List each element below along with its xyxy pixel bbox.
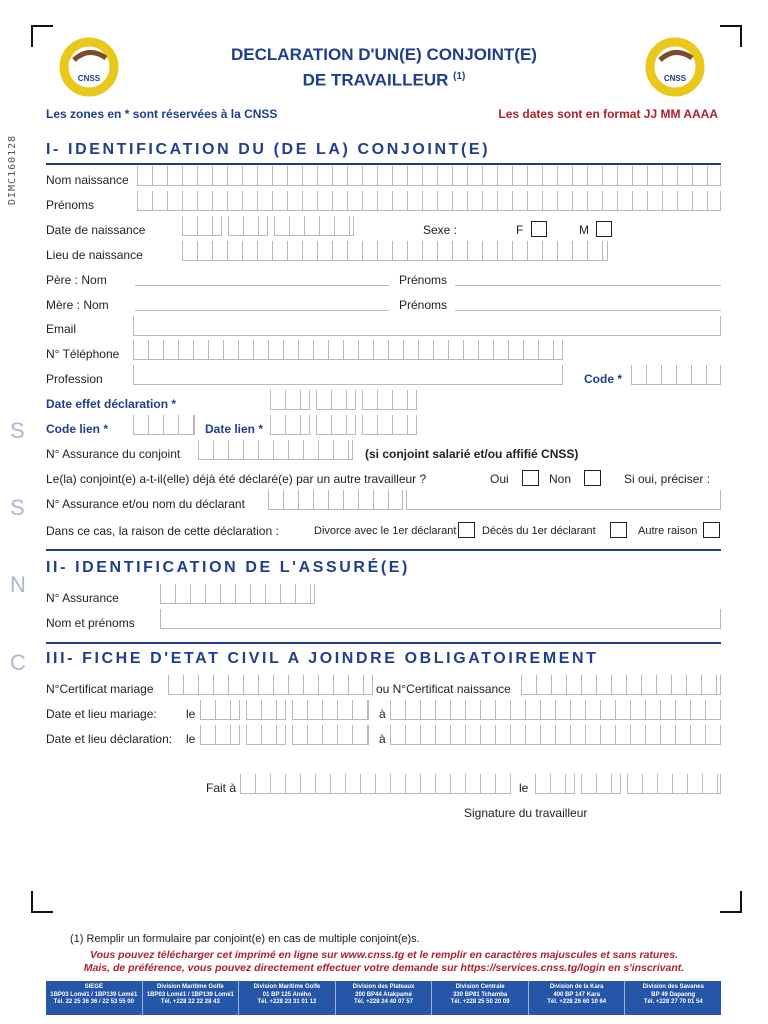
section1-bottom-rule: [46, 549, 721, 551]
label-sexe-m: M: [579, 223, 589, 237]
label-mariage-le: le: [186, 707, 196, 721]
label-prenoms: Prénoms: [46, 198, 95, 212]
label-date-lieu-declaration: Date et lieu déclaration:: [46, 732, 173, 746]
field-pere-nom[interactable]: [135, 266, 389, 286]
side-letter-s2: S: [10, 495, 25, 520]
checkbox-sexe-m[interactable]: [596, 221, 612, 237]
field-date-lien-mois[interactable]: [316, 415, 356, 435]
label-preciser: Si oui, préciser :: [624, 472, 711, 486]
field-mere-prenoms[interactable]: [455, 291, 721, 311]
section2-bottom-rule: [46, 642, 721, 644]
label-cert-naissance: ou N°Certificat naissance: [376, 682, 511, 696]
cnss-logo-right: [640, 36, 710, 98]
section3-title: III- FICHE D'ETAT CIVIL A JOINDRE OBLIGATOIREMENT: [46, 650, 599, 667]
crop-mark-top-left: [31, 25, 53, 47]
field-code-lien[interactable]: [133, 415, 195, 435]
label-nom-prenoms-assure: Nom et prénoms: [46, 616, 135, 630]
field-lieu-naissance[interactable]: [182, 241, 608, 261]
label-fait-a: Fait à: [206, 781, 237, 795]
label-deces: Décès du 1er déclarant: [482, 525, 596, 537]
checkbox-sexe-f[interactable]: [531, 221, 547, 237]
field-declaration-mois[interactable]: [246, 725, 286, 745]
field-code[interactable]: [631, 365, 721, 385]
side-letter-s1: S: [10, 418, 25, 443]
field-assurance-conjoint[interactable]: [198, 440, 353, 460]
footnote: (1) Remplir un formulaire par conjoint(e) en cas de multiple conjoint(e)s.: [70, 933, 420, 945]
title-note-ref: (1): [453, 71, 466, 82]
field-mere-nom[interactable]: [135, 291, 389, 311]
office-cell: Division Centrale 330 BP81 Tchamba Tél. +228 25 50 20 09: [431, 981, 528, 1015]
label-mere-prenoms: Prénoms: [399, 298, 448, 312]
label-raison: Dans ce cas, la raison de cette déclaration :: [46, 524, 279, 538]
field-assurance-declarant-numero[interactable]: [268, 490, 403, 510]
field-date-naissance-annee[interactable]: [274, 216, 354, 236]
field-pere-prenoms[interactable]: [455, 266, 721, 286]
label-autre-raison: Autre raison: [638, 525, 698, 537]
field-sign-mois[interactable]: [581, 774, 621, 794]
label-mariage-a: à: [379, 707, 386, 721]
field-prenoms[interactable]: [137, 191, 721, 211]
label-oui: Oui: [490, 472, 509, 486]
field-date-naissance-jour[interactable]: [182, 216, 222, 236]
field-date-effet-mois[interactable]: [316, 390, 356, 410]
field-mariage-mois[interactable]: [246, 700, 286, 720]
field-date-lien-jour[interactable]: [270, 415, 310, 435]
field-sign-jour[interactable]: [535, 774, 575, 794]
label-assurance-assure: N° Assurance: [46, 591, 119, 605]
field-sign-annee[interactable]: [627, 774, 721, 794]
field-cert-naissance[interactable]: [521, 675, 721, 695]
office-cell: Division des Plateaux 200 BP44 Atakpamé Tél. +228 24 40 07 57: [335, 981, 432, 1015]
label-pere-prenoms: Prénoms: [399, 273, 448, 287]
offices-bar: [46, 981, 721, 1015]
crop-mark-top-right: [720, 25, 742, 47]
label-email: Email: [46, 322, 77, 336]
field-nom-prenoms-assure[interactable]: [160, 609, 721, 629]
field-telephone[interactable]: [133, 340, 563, 360]
label-declaration-a: à: [379, 732, 386, 746]
field-date-effet-annee[interactable]: [362, 390, 417, 410]
field-date-naissance-mois[interactable]: [228, 216, 268, 236]
label-pere-nom: Père : Nom: [46, 273, 107, 287]
field-date-effet-jour[interactable]: [270, 390, 310, 410]
label-assurance-conjoint: N° Assurance du conjoint: [46, 447, 181, 461]
cnss-logo-left: [54, 36, 124, 98]
label-mere-nom: Mère : Nom: [46, 298, 109, 312]
checkbox-deces[interactable]: [610, 522, 627, 538]
side-letter-c: C: [10, 650, 26, 675]
label-signature: Signature du travailleur: [464, 806, 588, 820]
form-title-line2: DE TRAVAILLEUR $^{(1)}$: [302, 70, 466, 90]
form-code: DIMC160128: [7, 134, 18, 205]
label-date-naissance: Date de naissance: [46, 223, 146, 237]
side-letter-n: N: [10, 572, 26, 597]
field-declaration-lieu[interactable]: [390, 725, 721, 745]
office-cell: SIEGE 1BP03 Lomé1 / 1BP139 Lomé1 Tél. 22 25 36 36 / 22 53 55 00: [50, 984, 138, 1005]
label-nom-naissance: Nom naissance: [46, 173, 129, 187]
label-code-lien: Code lien *: [46, 422, 109, 436]
label-lieu-naissance: Lieu de naissance: [46, 248, 143, 262]
field-declaration-jour[interactable]: [200, 725, 240, 745]
section1-rule: [46, 163, 721, 165]
checkbox-divorce[interactable]: [458, 522, 475, 538]
label-date-effet: Date effet déclaration *: [46, 397, 177, 411]
checkbox-non[interactable]: [584, 470, 601, 486]
field-assurance-assure[interactable]: [160, 584, 315, 604]
section1-title: I- IDENTIFICATION DU (DE LA) CONJOINT(E): [46, 141, 491, 158]
crop-mark-bottom-left: [31, 891, 53, 913]
field-date-lien-annee[interactable]: [362, 415, 417, 435]
field-nom-naissance[interactable]: [137, 166, 721, 186]
logo-text-right: CNSS: [663, 74, 687, 83]
label-sexe-f: F: [516, 223, 524, 237]
checkbox-autre-raison[interactable]: [703, 522, 720, 538]
label-date-lieu-mariage: Date et lieu mariage:: [46, 707, 157, 721]
label-deja-declare: Le(la) conjoint(e) a-t-il(elle) déjà été déclaré(e) par un autre travailleur ?: [46, 472, 427, 486]
label-profession: Profession: [46, 372, 103, 386]
office-cell: Division de la Kara 400 BP 147 Kara Tél. +228 26 60 10 64: [528, 981, 625, 1015]
crop-mark-bottom-right: [720, 891, 742, 913]
field-profession[interactable]: [133, 365, 563, 385]
section2-title: II- IDENTIFICATION DE L'ASSURÉ(E): [46, 559, 410, 576]
checkbox-oui[interactable]: [522, 470, 539, 486]
download-line1: Vous pouvez télécharger cet imprimé en ligne sur www.cnss.tg et le remplir en caractères majuscules et sans ratures.: [89, 949, 679, 961]
label-cert-mariage: N°Certificat mariage: [46, 682, 154, 696]
field-cert-mariage[interactable]: [168, 675, 373, 695]
note-reserved: Les zones en * sont réservées à la CNSS: [46, 107, 278, 121]
field-declaration-annee[interactable]: [292, 725, 369, 745]
label-si-salarie: (si conjoint salarié et/ou affifié CNSS): [365, 447, 579, 461]
label-assurance-declarant: N° Assurance et/ou nom du déclarant: [46, 497, 245, 511]
label-declaration-le: le: [186, 732, 196, 746]
label-sign-le: le: [519, 781, 529, 795]
office-cell: Division Maritime Golfe 01 BP 125 Aného Tél. +228 23 31 01 12: [238, 981, 335, 1015]
label-sexe: Sexe :: [423, 223, 458, 237]
field-mariage-lieu[interactable]: [390, 700, 721, 720]
field-mariage-jour[interactable]: [200, 700, 240, 720]
note-dates: Les dates sont en format JJ MM AAAA: [498, 107, 718, 121]
field-email[interactable]: [133, 316, 721, 336]
office-cell: Division des Savanes BP 49 Dapaong Tél. +228 27 70 01 54: [624, 981, 721, 1015]
office-cell: Division Maritime Golfe 1BP03 Lomé1 / 1BP139 Lomé1 Tél. +228 22 22 28 43: [142, 981, 239, 1015]
label-divorce: Divorce avec le 1er déclarant: [314, 525, 457, 537]
label-date-lien: Date lien *: [205, 422, 264, 436]
download-line2: Mais, de préférence, vous pouvez directement effectuer votre demande sur https://services.cnss.tg/login en s'inscrivant.: [83, 962, 685, 974]
field-fait-a[interactable]: [240, 774, 511, 794]
label-code: Code *: [584, 372, 623, 386]
form-title-line1: DECLARATION D'UN(E) CONJOINT(E): [231, 45, 537, 64]
label-non: Non: [549, 472, 572, 486]
field-mariage-annee[interactable]: [292, 700, 369, 720]
field-assurance-declarant-nom[interactable]: [406, 490, 721, 510]
logo-text: CNSS: [77, 74, 101, 83]
label-telephone: N° Téléphone: [46, 347, 120, 361]
